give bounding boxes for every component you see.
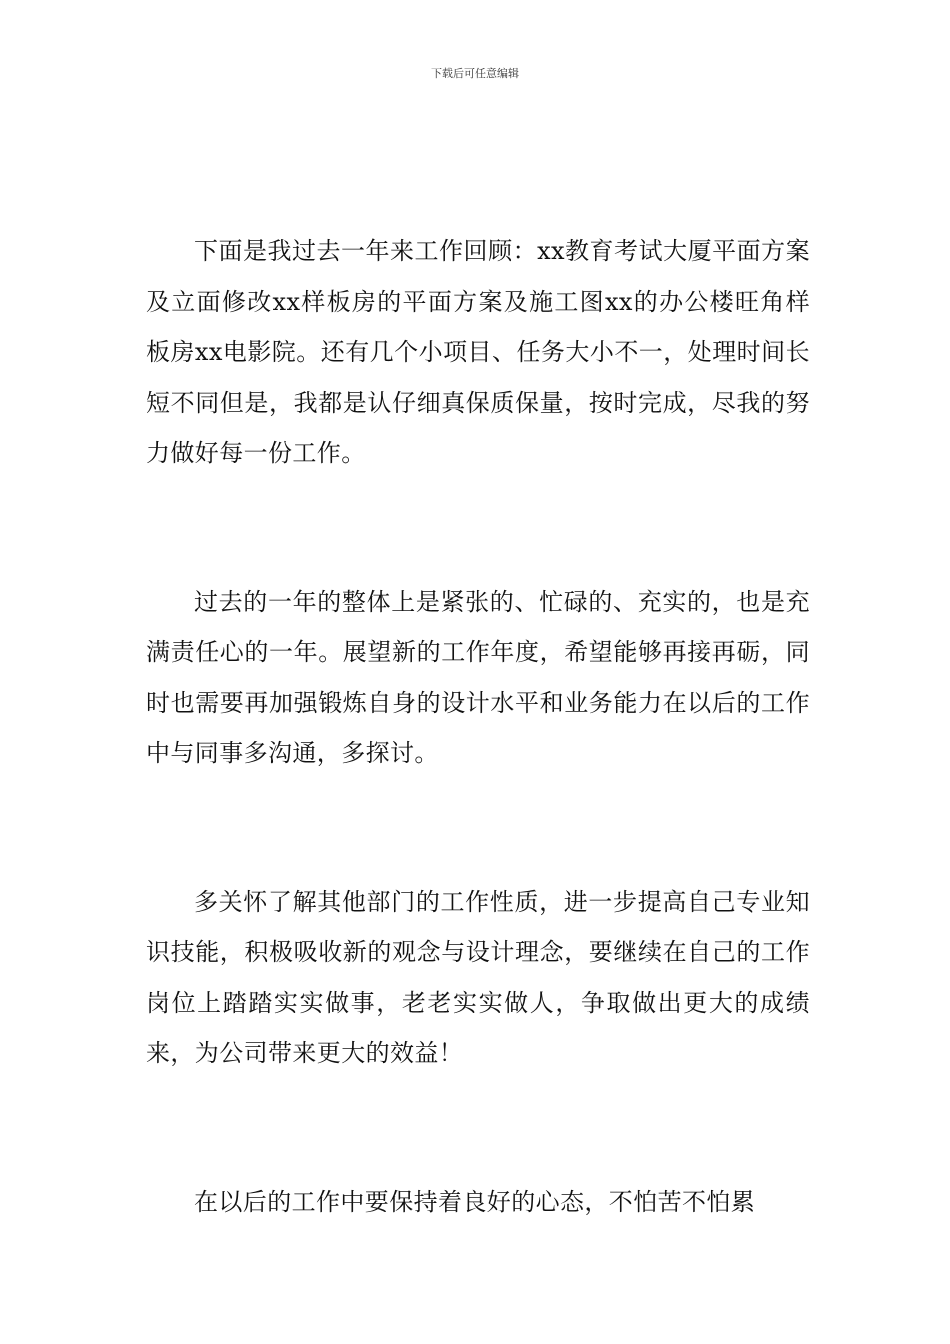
paragraph-work-review: 下面是我过去一年来工作回顾：xx教育考试大厦平面方案及立面修改xx样板房的平面方案及施工图xx的办公楼旺角样板房xx电影院。还有几个小项目、任务大小不一，处理时间长短不同但是，我都是认仔细真保质保量，按时完成，尽我的努力做好每一份工作。 (146, 237, 810, 467)
paragraph-improvement-plan: 多关怀了解其他部门的工作性质，进一步提高自己专业知识技能，积极吸收新的观念与设计理念，要继续在自己的工作岗位上踏踏实实做事，老老实实做人，争取做出更大的成绩来，为公司带来更大的效益！ (146, 887, 810, 1067)
paragraph-year-summary: 过去的一年的整体上是紧张的、忙碌的、充实的，也是充满责任心的一年。展望新的工作年度，希望能够再接再砺，同时也需要再加强锻炼自身的设计水平和业务能力在以后的工作中与同事多沟通，多探讨。 (146, 587, 810, 767)
paragraph-attitude: 在以后的工作中要保持着良好的心态，不怕苦不怕累 (194, 1187, 756, 1216)
page-header-note: 下载后可任意编辑 (431, 67, 519, 80)
document-body (146, 226, 810, 1227)
